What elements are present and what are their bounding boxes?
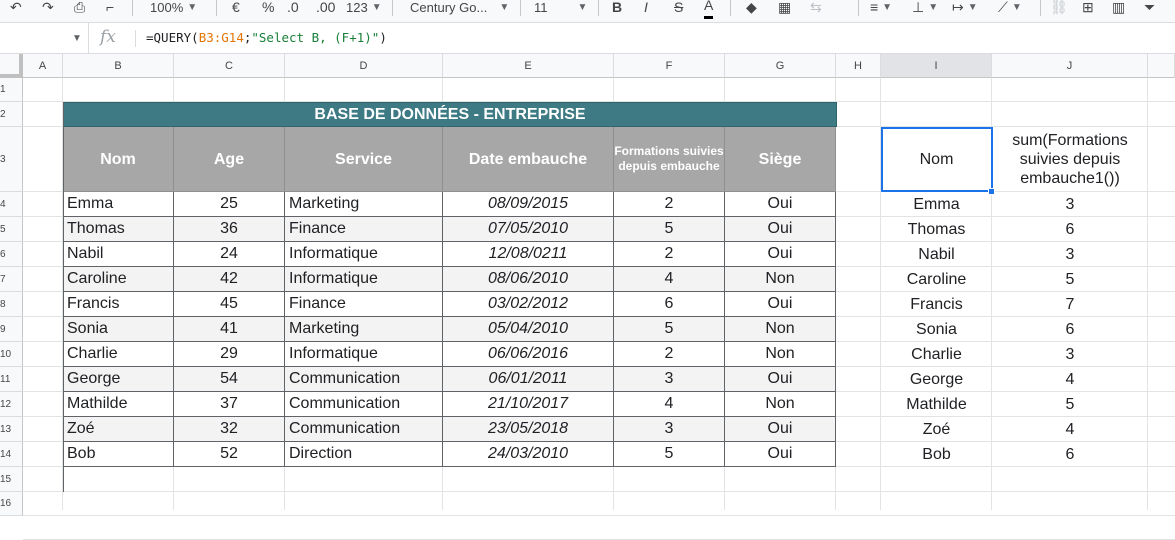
table-cell[interactable]: 6	[614, 292, 725, 317]
table-left-border	[63, 102, 64, 492]
toolbar-divider	[216, 0, 217, 16]
chevron-down-icon: ▼	[882, 1, 893, 13]
row-header-11[interactable]: 11	[0, 367, 23, 392]
column-header-b[interactable]: B	[63, 54, 174, 78]
table-cell[interactable]: Sonia	[63, 317, 174, 342]
row-header-10[interactable]: 10	[0, 342, 23, 367]
select-all-corner[interactable]	[0, 54, 23, 78]
strikethrough-icon[interactable]: S	[674, 0, 684, 15]
row-header-9[interactable]: 9	[0, 317, 23, 342]
query-result-cell[interactable]: 6	[1065, 320, 1075, 338]
column-header-i[interactable]: I	[881, 54, 992, 78]
table-cell[interactable]: 07/05/2010	[443, 217, 614, 242]
table-cell[interactable]: Finance	[285, 292, 443, 317]
query-result-cell[interactable]: 3	[1065, 195, 1075, 213]
table-cell[interactable]: 45	[174, 292, 285, 317]
table-header-cell[interactable]: Age	[174, 127, 285, 192]
table-cell[interactable]: Oui	[725, 367, 836, 392]
zoom-select[interactable]	[150, 0, 197, 20]
table-cell[interactable]: 05/04/2010	[443, 317, 614, 342]
table-cell[interactable]: Finance	[285, 217, 443, 242]
column-header-c[interactable]: C	[174, 54, 285, 78]
query-header-cell[interactable]: sum(Formations suivies depuis embauche1())	[1012, 132, 1128, 187]
table-cell[interactable]: 24/03/2010	[443, 442, 614, 467]
row-header-5[interactable]: 5	[0, 217, 23, 242]
row-header-15[interactable]: 15	[0, 467, 23, 492]
table-cell[interactable]: Nabil	[63, 242, 174, 267]
table-cell[interactable]: Oui	[725, 217, 836, 242]
horizontal-align-icon[interactable]: ≡ ▼	[870, 0, 893, 15]
formula-bar	[0, 23, 1175, 54]
name-box[interactable]	[0, 23, 89, 53]
row-header-2[interactable]: 2	[0, 102, 23, 127]
table-cell[interactable]: Oui	[725, 442, 836, 467]
row-header-8[interactable]: 8	[0, 292, 23, 317]
vertical-align-icon[interactable]: ⊥ ▼	[912, 0, 939, 15]
table-cell[interactable]: 3	[614, 417, 725, 442]
table-cell[interactable]: Marketing	[285, 192, 443, 217]
table-cell[interactable]: 4	[614, 267, 725, 292]
formula-suffix: )	[379, 30, 387, 45]
table-cell[interactable]: 52	[174, 442, 285, 467]
table-cell[interactable]: 4	[614, 392, 725, 417]
table-cell[interactable]: Oui	[725, 417, 836, 442]
row-header-4[interactable]: 4	[0, 192, 23, 217]
table-cell[interactable]: 42	[174, 267, 285, 292]
table-cell[interactable]: 24	[174, 242, 285, 267]
toolbar-divider	[730, 0, 731, 16]
query-header-cell[interactable]: Nom	[919, 151, 954, 168]
spreadsheet-grid[interactable]	[0, 54, 1175, 510]
fx-icon: fx	[100, 27, 116, 47]
formula-divider	[135, 30, 136, 47]
query-result-cell[interactable]: George	[909, 370, 964, 388]
zoom-value: 100%	[150, 0, 184, 15]
table-cell[interactable]: 37	[174, 392, 285, 417]
query-result-cell[interactable]: Bob	[922, 445, 951, 463]
table-cell[interactable]: 41	[174, 317, 285, 342]
row-header-6[interactable]: 6	[0, 242, 23, 267]
merge-cells-icon[interactable]: ⇆	[810, 0, 822, 15]
query-result-cell[interactable]: 5	[1065, 270, 1075, 288]
table-cell[interactable]: Informatique	[285, 342, 443, 367]
table-cell[interactable]: Informatique	[285, 242, 443, 267]
toolbar-divider	[1040, 0, 1041, 16]
chevron-down-icon: ▼	[499, 1, 510, 13]
comment-icon[interactable]: ⊞	[1082, 0, 1094, 15]
query-result-cell[interactable]: 5	[1065, 395, 1075, 413]
table-cell[interactable]: Non	[725, 267, 836, 292]
table-cell[interactable]: 36	[174, 217, 285, 242]
table-cell[interactable]: 5	[614, 217, 725, 242]
table-cell[interactable]: Oui	[725, 292, 836, 317]
font-size-select[interactable]	[534, 0, 587, 20]
table-cell[interactable]: 08/09/2015	[443, 192, 614, 217]
number-format-value: 123	[346, 0, 368, 15]
table-cell[interactable]: Zoé	[63, 417, 174, 442]
chevron-down-icon: ▼	[72, 33, 82, 44]
table-cell[interactable]: 06/06/2016	[443, 342, 614, 367]
chevron-down-icon: ▼	[371, 1, 382, 13]
paint-format-icon[interactable]: ⌐	[106, 0, 115, 15]
formula-input[interactable]	[146, 30, 387, 45]
table-cell[interactable]: 23/05/2018	[443, 417, 614, 442]
percent-format-button[interactable]: %	[262, 0, 275, 15]
table-cell[interactable]: 3	[614, 367, 725, 392]
query-result-cell[interactable]: Sonia	[916, 320, 957, 338]
formula-query-string: "Select B, (F+1)"	[251, 30, 380, 45]
table-cell[interactable]: Emma	[63, 192, 174, 217]
text-wrap-icon[interactable]: ↦ ▼	[952, 0, 978, 15]
table-cell[interactable]: Informatique	[285, 267, 443, 292]
query-result-cell[interactable]: Mathilde	[906, 395, 967, 413]
link-icon[interactable]: ⛓	[1050, 0, 1068, 15]
query-result-cell[interactable]: 4	[1065, 420, 1075, 438]
table-cell[interactable]: Non	[725, 342, 836, 367]
redo-icon[interactable]: ↷	[42, 0, 54, 15]
chevron-down-icon: ▼	[967, 1, 978, 13]
toolbar	[0, 0, 1175, 23]
column-header-f[interactable]: F	[614, 54, 725, 78]
font-size-value: 11	[534, 0, 548, 15]
table-cell[interactable]: Non	[725, 317, 836, 342]
query-result-cell[interactable]: 6	[1065, 445, 1075, 463]
chevron-down-icon: ▼	[577, 1, 588, 13]
active-cell-selection	[881, 127, 993, 192]
row-header-3[interactable]: 3	[0, 127, 23, 192]
table-cell[interactable]: 2	[614, 342, 725, 367]
fill-handle[interactable]	[988, 188, 995, 195]
table-cell[interactable]: 03/02/2012	[443, 292, 614, 317]
table-cell[interactable]: 25	[174, 192, 285, 217]
table-cell[interactable]: Oui	[725, 192, 836, 217]
column-header-h[interactable]: H	[836, 54, 881, 78]
borders-icon[interactable]: ▦	[778, 0, 792, 15]
table-cell[interactable]: 12/08/0211	[443, 242, 614, 267]
font-family-select[interactable]	[410, 0, 509, 20]
table-cell[interactable]: Non	[725, 392, 836, 417]
column-header-k[interactable]	[1148, 54, 1175, 78]
table-cell[interactable]: Marketing	[285, 317, 443, 342]
table-header-cell[interactable]: Date embauche	[443, 127, 614, 192]
bold-icon[interactable]: B	[612, 0, 623, 15]
query-result-cell[interactable]: Zoé	[922, 420, 951, 438]
query-result-cell[interactable]: Thomas	[907, 220, 966, 238]
table-cell[interactable]: 5	[614, 317, 725, 342]
fill-color-icon[interactable]: ◆	[746, 0, 757, 15]
table-cell[interactable]: Bob	[63, 442, 174, 467]
table-header-cell[interactable]: Siège	[725, 127, 836, 192]
table-cell[interactable]: 06/01/2011	[443, 367, 614, 392]
table-cell[interactable]: 21/10/2017	[443, 392, 614, 417]
table-cell[interactable]: 32	[174, 417, 285, 442]
print-icon[interactable]: ⎙	[74, 0, 86, 15]
query-result-cell[interactable]: 6	[1065, 220, 1075, 238]
query-result-cell[interactable]: 3	[1065, 345, 1075, 363]
toolbar-divider	[392, 0, 393, 16]
formula-separator: ;	[243, 30, 252, 45]
toolbar-divider	[132, 0, 133, 16]
toolbar-divider	[520, 0, 521, 16]
toolbar-divider	[858, 0, 859, 16]
decrease-decimals-button[interactable]: .0	[287, 0, 299, 15]
query-result-cell[interactable]: 3	[1065, 245, 1075, 263]
row-header-13[interactable]: 13	[0, 417, 23, 442]
table-cell[interactable]: Communication	[285, 417, 443, 442]
table-header-cell[interactable]: Service	[285, 127, 443, 192]
table-cell[interactable]: Direction	[285, 442, 443, 467]
gridline-horizontal	[23, 515, 1175, 516]
increase-decimals-button[interactable]: .00	[316, 0, 336, 15]
chart-icon[interactable]: ▥	[1112, 0, 1126, 15]
table-cell[interactable]: Charlie	[63, 342, 174, 367]
table-cell[interactable]: Communication	[285, 392, 443, 417]
table-cell[interactable]: George	[63, 367, 174, 392]
formula-range-ref: B3:G14	[198, 30, 244, 45]
table-cell[interactable]: 2	[614, 242, 725, 267]
chevron-down-icon: ▼	[187, 1, 198, 13]
table-cell[interactable]: Thomas	[63, 217, 174, 242]
row-header-16[interactable]: 16	[0, 492, 23, 516]
query-result-cell[interactable]: Charlie	[911, 345, 962, 363]
query-result-cell[interactable]: Caroline	[906, 270, 967, 288]
table-cell[interactable]: 5	[614, 442, 725, 467]
text-color-icon[interactable]: A	[704, 0, 713, 19]
table-header-cell[interactable]: Formations suivies depuis embauche	[614, 127, 725, 192]
currency-format-button[interactable]: €	[232, 0, 240, 15]
table-cell[interactable]: Francis	[63, 292, 174, 317]
column-header-d[interactable]: D	[285, 54, 443, 78]
query-result-cell[interactable]: Emma	[913, 195, 960, 213]
text-rotation-icon[interactable]: ⟋ ▼	[998, 0, 1022, 15]
column-header-g[interactable]: G	[725, 54, 836, 78]
table-cell[interactable]: 29	[174, 342, 285, 367]
chevron-down-icon: ▼	[928, 1, 939, 13]
table-cell[interactable]: Mathilde	[63, 392, 174, 417]
italic-icon[interactable]: I	[644, 0, 648, 15]
row-header-14[interactable]: 14	[0, 442, 23, 467]
toolbar-divider	[598, 0, 599, 16]
table-cell[interactable]: 54	[174, 367, 285, 392]
table-cell[interactable]: Caroline	[63, 267, 174, 292]
table-title[interactable]: BASE DE DONNÉES - ENTREPRISE	[63, 102, 837, 127]
gridline-horizontal	[23, 491, 1175, 492]
row-header-7[interactable]: 7	[0, 267, 23, 292]
column-header-e[interactable]: E	[443, 54, 614, 78]
table-cell[interactable]: 2	[614, 192, 725, 217]
table-cell[interactable]: Oui	[725, 242, 836, 267]
query-result-cell[interactable]: Francis	[910, 295, 963, 313]
query-result-cell[interactable]: 4	[1065, 370, 1075, 388]
table-cell[interactable]: Communication	[285, 367, 443, 392]
chevron-down-icon: ▼	[1011, 1, 1022, 13]
table-header-cell[interactable]: Nom	[63, 127, 174, 192]
undo-icon[interactable]: ↶	[10, 0, 22, 15]
query-result-cell[interactable]: 7	[1065, 295, 1075, 313]
table-cell[interactable]: 08/06/2010	[443, 267, 614, 292]
font-family-value: Century Go...	[410, 0, 488, 15]
filter-icon[interactable]: ⏷	[1144, 0, 1156, 15]
query-result-cell[interactable]: Nabil	[918, 245, 955, 263]
formula-prefix: =QUERY(	[146, 30, 199, 45]
column-header-a[interactable]: A	[23, 54, 63, 78]
number-format-select[interactable]	[346, 0, 382, 20]
column-header-j[interactable]: J	[992, 54, 1148, 78]
row-header-12[interactable]: 12	[0, 392, 23, 417]
row-header-1[interactable]: 1	[0, 78, 23, 102]
